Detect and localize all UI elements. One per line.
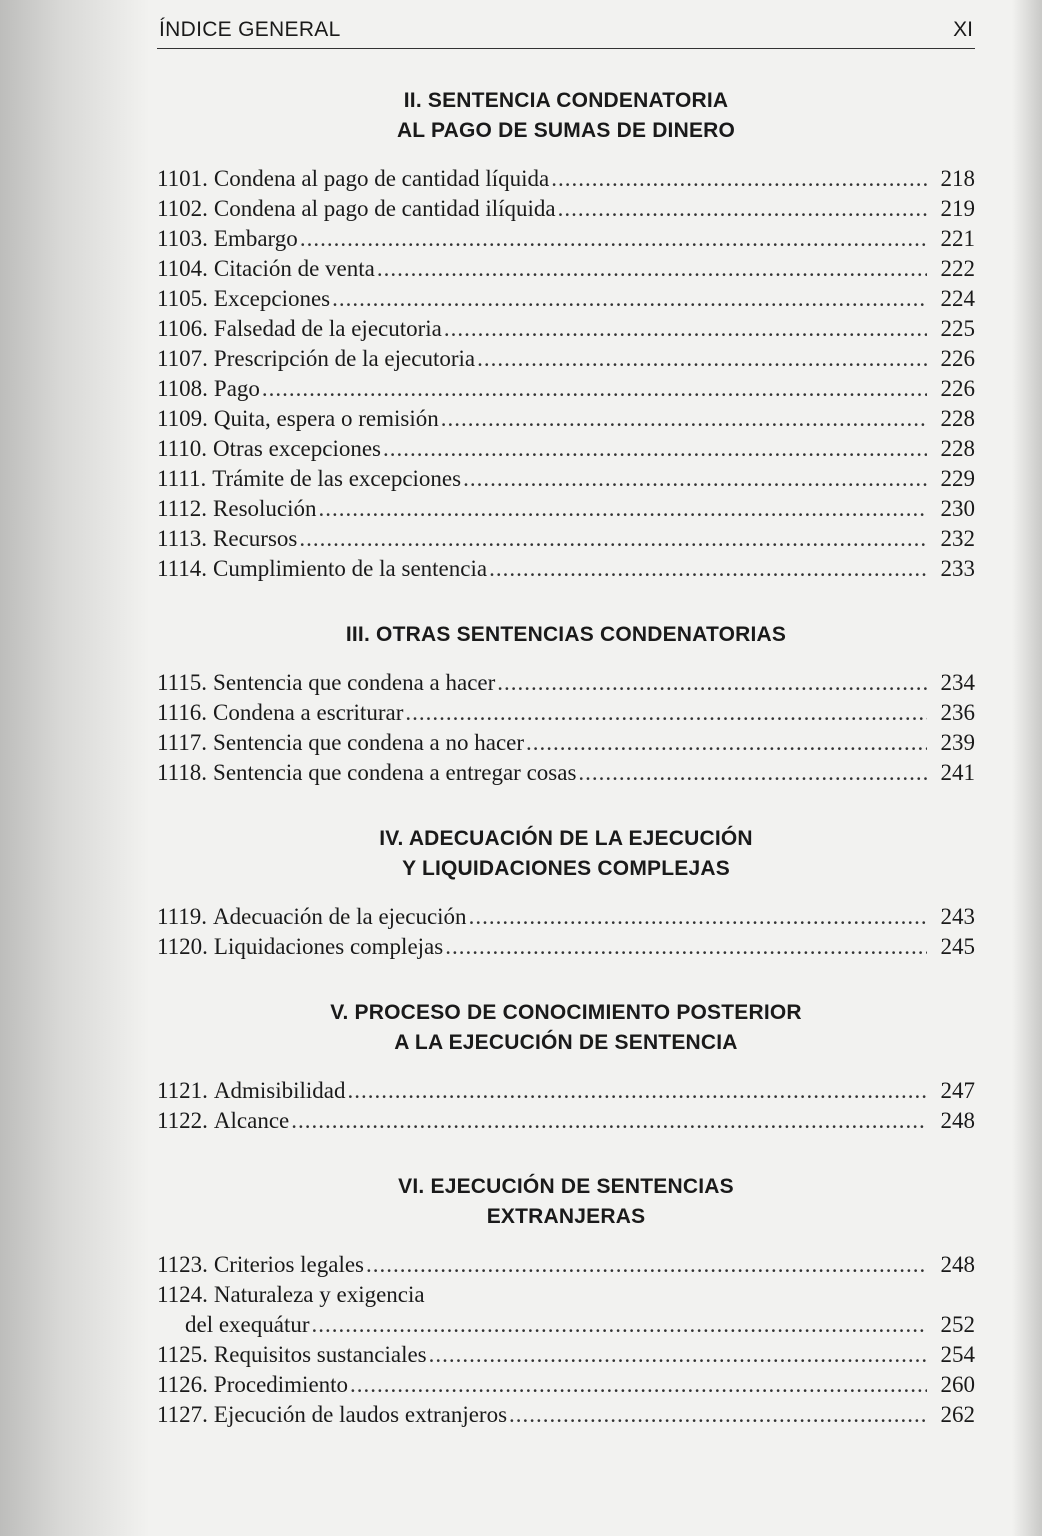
- entry-title: Citación de venta: [213, 256, 375, 281]
- entry-page: 239: [940, 730, 975, 755]
- entry-title: Sentencia que condena a hacer: [213, 670, 496, 695]
- entry-title: Embargo: [213, 226, 298, 251]
- entry-number: 1104.: [157, 256, 208, 281]
- entry-number: 1111.: [157, 466, 207, 491]
- toc-section: [157, 998, 975, 1136]
- entry-page: 245: [940, 934, 975, 959]
- entry-number: 1109.: [157, 406, 208, 431]
- entry-page: 248: [940, 1108, 975, 1133]
- dot-leader: [319, 494, 927, 524]
- entry-page: 218: [940, 166, 975, 191]
- entry-number: 1122.: [157, 1108, 208, 1133]
- entry-title: Procedimiento: [213, 1372, 349, 1397]
- section-heading: [157, 1172, 975, 1232]
- section-heading-line: V. PROCESO DE CONOCIMIENTO POSTERIOR: [330, 1001, 802, 1024]
- toc-entry: [157, 902, 975, 932]
- entry-number: 1102.: [157, 196, 208, 221]
- dot-leader: [405, 698, 927, 728]
- entry-title: Criterios legales: [213, 1252, 365, 1277]
- section-heading-line: IV. ADECUACIÓN DE LA EJECUCIÓN: [379, 827, 753, 850]
- toc-entry: [157, 1370, 975, 1400]
- toc-entry: [157, 1340, 975, 1370]
- entry-title: Ejecución de laudos extranjeros: [213, 1402, 508, 1427]
- dot-leader: [262, 374, 927, 404]
- toc-entry: [157, 404, 975, 434]
- entry-number: 1106.: [157, 316, 208, 341]
- entry-number: 1115.: [157, 670, 208, 695]
- entry-title-continuation: del exequátur: [185, 1312, 310, 1337]
- toc-entry: [157, 668, 975, 698]
- entry-page: 228: [940, 406, 975, 431]
- entry-number: 1119.: [157, 904, 208, 929]
- dot-leader: [509, 1400, 927, 1430]
- entry-number: 1107.: [157, 346, 208, 371]
- entry-title: Quita, espera o remisión: [213, 406, 439, 431]
- entry-title: Condena al pago de cantidad líquida: [213, 166, 550, 191]
- toc-entry: [157, 1106, 975, 1136]
- entry-page: 247: [940, 1078, 975, 1103]
- entry-page: 233: [940, 556, 975, 581]
- dot-leader: [299, 524, 927, 554]
- entry-title: Prescripción de la ejecutoria: [213, 346, 476, 371]
- entry-number: 1113.: [157, 526, 208, 551]
- page-number: XI: [953, 18, 973, 41]
- entry-title: Excepciones: [213, 286, 331, 311]
- entry-number: 1108.: [157, 376, 208, 401]
- table-of-contents: [157, 86, 975, 1430]
- toc-section: [157, 1172, 975, 1430]
- entry-title: Recursos: [213, 526, 298, 551]
- entry-title: Pago: [213, 376, 260, 401]
- running-header: [157, 14, 975, 49]
- dot-leader: [469, 902, 927, 932]
- entry-page: 243: [940, 904, 975, 929]
- section-heading: [157, 86, 975, 146]
- entry-page: 224: [940, 286, 975, 311]
- entry-number: 1103.: [157, 226, 208, 251]
- toc-entry: [157, 224, 975, 254]
- entry-title: Requisitos sustanciales: [213, 1342, 427, 1367]
- running-header-title: ÍNDICE GENERAL: [159, 18, 341, 41]
- entry-number: 1118.: [157, 760, 208, 785]
- dot-leader: [445, 932, 927, 962]
- section-heading-line: II. SENTENCIA CONDENATORIA: [403, 89, 729, 112]
- toc-entry: [157, 758, 975, 788]
- dot-leader: [558, 194, 927, 224]
- toc-entry: [157, 434, 975, 464]
- entry-page: 236: [940, 700, 975, 725]
- dot-leader: [444, 314, 927, 344]
- entry-title: Condena al pago de cantidad ilíquida: [213, 196, 556, 221]
- entry-number: 1127.: [157, 1402, 208, 1427]
- entry-page: 234: [940, 670, 975, 695]
- entry-page: 241: [940, 760, 975, 785]
- entry-page: 230: [940, 496, 975, 521]
- toc-entry: [157, 284, 975, 314]
- entry-title: Adecuación de la ejecución: [213, 904, 467, 929]
- entry-title: Sentencia que condena a no hacer: [213, 730, 525, 755]
- toc-entry: [157, 932, 975, 962]
- dot-leader: [526, 728, 927, 758]
- entry-number: 1125.: [157, 1342, 208, 1367]
- toc-entry: [157, 344, 975, 374]
- section-heading-line: III. OTRAS SENTENCIAS CONDENATORIAS: [345, 623, 787, 646]
- section-heading: [157, 620, 975, 650]
- toc-entry: [157, 1400, 975, 1430]
- entry-title: Falsedad de la ejecutoria: [213, 316, 442, 341]
- entry-title: Sentencia que condena a entregar cosas: [213, 760, 577, 785]
- dot-leader: [578, 758, 927, 788]
- toc-entry: [157, 524, 975, 554]
- toc-entry: [157, 698, 975, 728]
- entry-page: 228: [940, 436, 975, 461]
- section-heading-line: VI. EJECUCIÓN DE SENTENCIAS: [398, 1175, 734, 1198]
- entry-page: 262: [940, 1402, 975, 1427]
- entry-number: 1110.: [157, 436, 208, 461]
- entry-page: 226: [940, 346, 975, 371]
- section-heading-line: Y LIQUIDACIONES COMPLEJAS: [402, 857, 730, 880]
- entry-title: Resolución: [213, 496, 317, 521]
- toc-entry-continuation: [157, 1310, 975, 1340]
- entry-number: 1101.: [157, 166, 208, 191]
- entry-title: Liquidaciones complejas: [213, 934, 444, 959]
- toc-section: [157, 86, 975, 584]
- entry-number: 1126.: [157, 1372, 208, 1397]
- entry-number: 1121.: [157, 1078, 208, 1103]
- dot-leader: [348, 1076, 927, 1106]
- entry-title: Admisibilidad: [213, 1078, 346, 1103]
- entry-page: 225: [940, 316, 975, 341]
- entry-number: 1114.: [157, 556, 208, 581]
- entry-page: 248: [940, 1252, 975, 1277]
- entry-number: 1116.: [157, 700, 208, 725]
- toc-entry: [157, 164, 975, 194]
- section-heading-line: EXTRANJERAS: [486, 1205, 646, 1228]
- entry-title: Otras excepciones: [213, 436, 381, 461]
- toc-entry: [157, 374, 975, 404]
- dot-leader: [366, 1250, 927, 1280]
- dot-leader: [497, 668, 927, 698]
- toc-entry: [157, 194, 975, 224]
- toc-entry: [157, 1076, 975, 1106]
- entry-page: 254: [940, 1342, 975, 1367]
- toc-entry: [157, 1250, 975, 1280]
- toc-entry: [157, 464, 975, 494]
- entry-title: Trámite de las excepciones: [212, 466, 462, 491]
- toc-section: [157, 824, 975, 962]
- entry-title: Naturaleza y exigencia: [213, 1282, 425, 1307]
- dot-leader: [291, 1106, 927, 1136]
- dot-leader: [383, 434, 927, 464]
- toc-entry: [157, 314, 975, 344]
- toc-section: [157, 620, 975, 788]
- dot-leader: [350, 1370, 927, 1400]
- dot-leader: [332, 284, 927, 314]
- entry-page: 232: [940, 526, 975, 551]
- entry-number: 1123.: [157, 1252, 208, 1277]
- section-heading: [157, 824, 975, 884]
- toc-entry: [157, 1280, 975, 1310]
- page-shadow-right: [1012, 0, 1042, 1536]
- dot-leader: [463, 464, 927, 494]
- section-heading: [157, 998, 975, 1058]
- page-shadow-left: [0, 0, 150, 1536]
- toc-entry: [157, 554, 975, 584]
- entry-page: 222: [940, 256, 975, 281]
- toc-entry: [157, 494, 975, 524]
- toc-entry: [157, 728, 975, 758]
- section-heading-line: AL PAGO DE SUMAS DE DINERO: [396, 119, 736, 142]
- entry-number: 1105.: [157, 286, 208, 311]
- entry-page: 260: [940, 1372, 975, 1397]
- entry-title: Condena a escriturar: [213, 700, 404, 725]
- entry-page: 229: [940, 466, 975, 491]
- entry-number: 1117.: [157, 730, 208, 755]
- entry-title: Alcance: [213, 1108, 290, 1133]
- dot-leader: [300, 224, 927, 254]
- dot-leader: [429, 1340, 927, 1370]
- entry-title: Cumplimiento de la sentencia: [213, 556, 488, 581]
- dot-leader: [377, 254, 927, 284]
- section-heading-line: A LA EJECUCIÓN DE SENTENCIA: [394, 1031, 738, 1054]
- entry-number: 1112.: [157, 496, 208, 521]
- entry-page: 226: [940, 376, 975, 401]
- entry-page: 221: [940, 226, 975, 251]
- entry-number: 1124.: [157, 1282, 208, 1307]
- dot-leader: [477, 344, 927, 374]
- dot-leader: [551, 164, 927, 194]
- dot-leader: [441, 404, 927, 434]
- toc-entry: [157, 254, 975, 284]
- dot-leader: [489, 554, 927, 584]
- dot-leader: [312, 1310, 927, 1340]
- entry-page: 219: [940, 196, 975, 221]
- entry-page: 252: [940, 1312, 975, 1337]
- entry-number: 1120.: [157, 934, 208, 959]
